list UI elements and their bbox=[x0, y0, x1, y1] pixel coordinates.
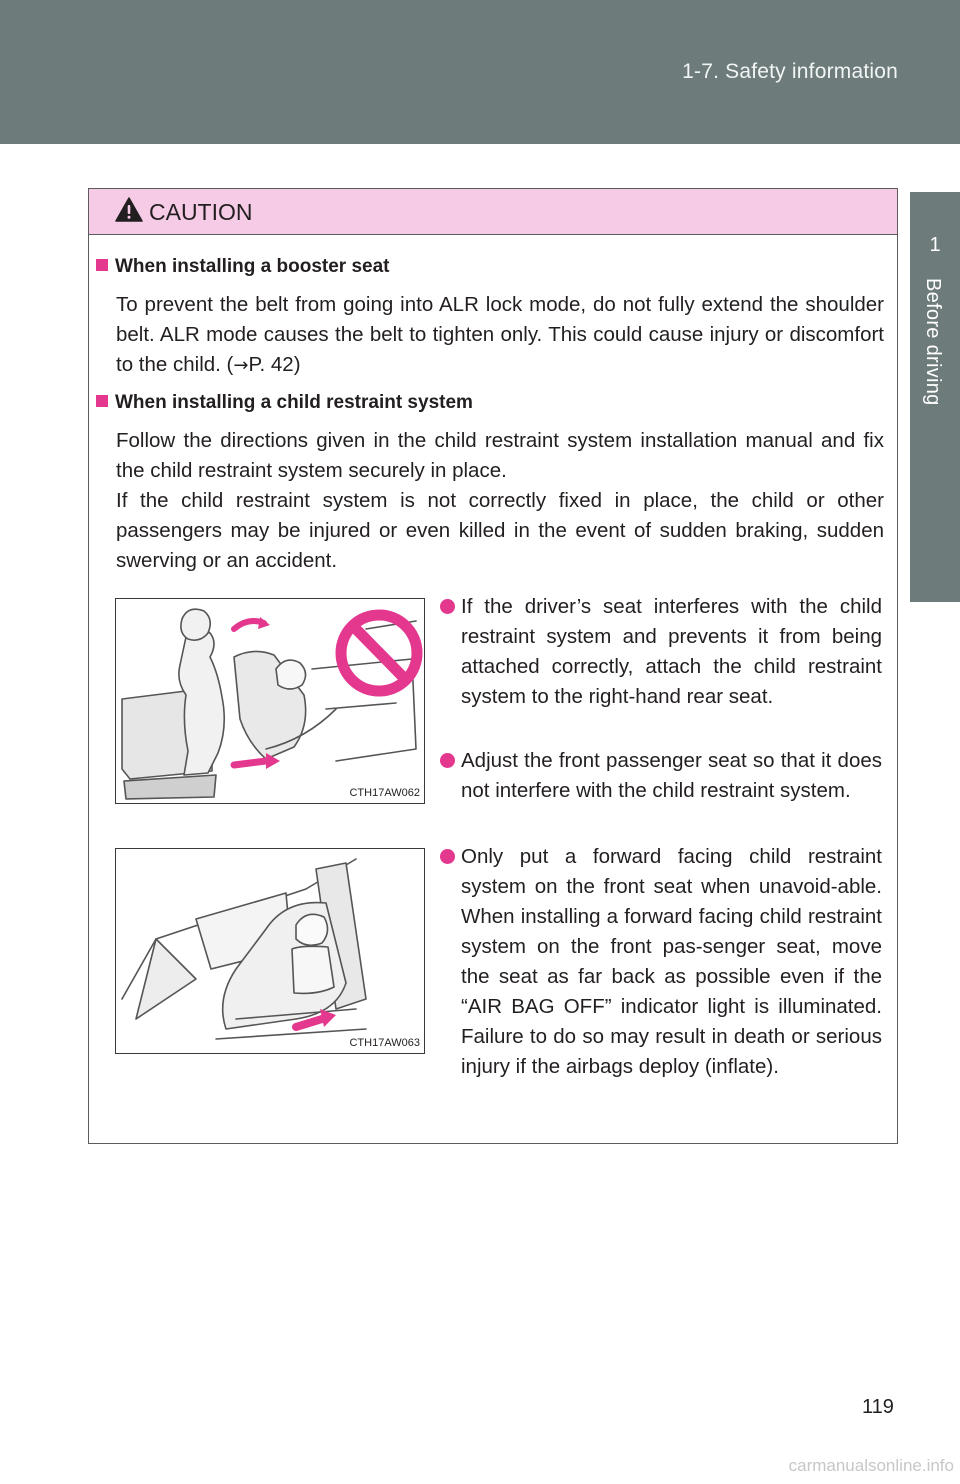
paragraph bbox=[116, 290, 884, 381]
paragraph: If the child restraint system is not correctly fixed in place, the child or other passengers may be injured or even killed in the event of sudden braking, sudden swerving or an accident. bbox=[116, 489, 884, 572]
paragraph: Follow the directions given in the child restraint system installation manual and fix the child restraint system securely in place. bbox=[116, 429, 884, 482]
section-title: 1-7. Safety information bbox=[682, 60, 898, 83]
caution-header bbox=[89, 189, 897, 235]
page-reference: P. 42) bbox=[248, 353, 301, 376]
rear-facing-seat-drawing bbox=[116, 599, 423, 802]
figure-caption: CTH17AW063 bbox=[349, 1037, 420, 1049]
section-heading-child-restraint bbox=[96, 392, 473, 414]
square-bullet-icon bbox=[96, 259, 108, 271]
round-bullet-icon bbox=[440, 599, 455, 614]
section-body-booster bbox=[116, 290, 884, 381]
page-number: 119 bbox=[862, 1396, 894, 1418]
header-bar bbox=[0, 0, 960, 144]
figure-caption: CTH17AW062 bbox=[349, 787, 420, 799]
chapter-tab bbox=[910, 192, 960, 602]
chapter-number: 1 bbox=[929, 234, 941, 256]
section-heading-text: When installing a child restraint system bbox=[115, 392, 473, 413]
round-bullet-icon bbox=[440, 849, 455, 864]
bullet-item bbox=[440, 592, 882, 712]
paragraph-text: To prevent the belt from going into ALR lock mode, do not fully extend the shoulder belt. ALR mode causes the belt to tighten only. This could cause injury or discomfort to the child. ( bbox=[116, 293, 884, 376]
section-heading-booster bbox=[96, 256, 390, 278]
chapter-label: Before driving bbox=[922, 278, 944, 406]
forward-facing-seat-drawing bbox=[116, 849, 423, 1052]
section-heading-text: When installing a booster seat bbox=[115, 256, 390, 277]
illustration-rear-facing-seat bbox=[115, 598, 425, 804]
watermark: carmanualsonline.info bbox=[788, 1456, 954, 1475]
round-bullet-icon bbox=[440, 753, 455, 768]
caution-title: CAUTION bbox=[149, 199, 253, 225]
bullet-item bbox=[440, 746, 882, 806]
square-bullet-icon bbox=[96, 395, 108, 407]
arrow-icon: → bbox=[233, 355, 249, 376]
warning-triangle-icon bbox=[115, 197, 143, 222]
bullet-text: Adjust the front passenger seat so that it does not interfere with the child restraint system. bbox=[461, 749, 882, 802]
illustration-forward-facing-seat bbox=[115, 848, 425, 1054]
bullet-item bbox=[440, 842, 882, 1082]
section-body-child-restraint bbox=[116, 426, 884, 576]
bullet-text: Only put a forward facing child restraint system on the front seat when unavoid-able. When installing a forward facing child restraint system on the front pas-senger seat, move the seat as far back as possible even if the “AIR BAG OFF” indicator light is illuminated. Failure to do so may result in death or serious injury if the airbags deploy (inflate). bbox=[461, 845, 882, 1078]
bullet-text: If the driver’s seat interferes with the child restraint system and prevents it from being attached correctly, attach the child restraint system to the right-hand rear seat. bbox=[461, 595, 882, 708]
